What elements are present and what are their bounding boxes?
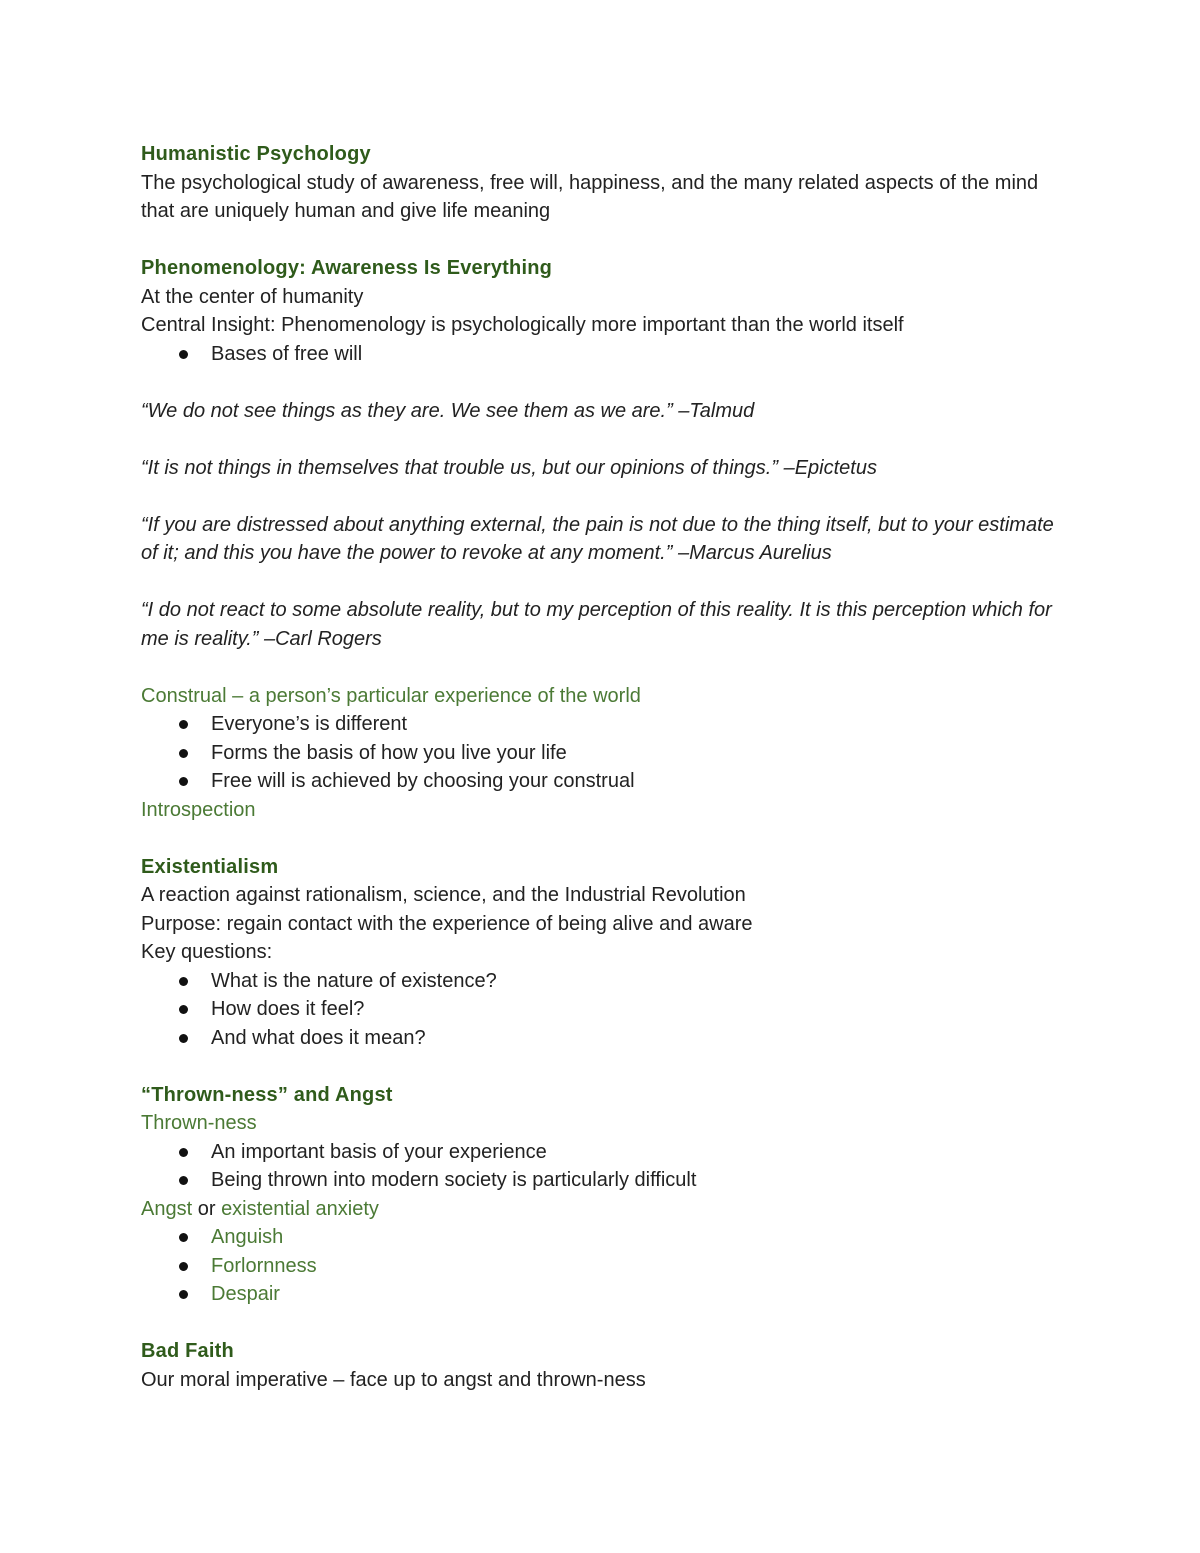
- bullet-icon: [179, 1233, 188, 1242]
- list-item: [141, 767, 1071, 796]
- phenomenology-line-2: Central Insight: Phenomenology is psychologically more important than the world itself: [141, 314, 904, 336]
- list-item: [141, 710, 1071, 739]
- bad-faith-line-1: Our moral imperative – face up to angst and thrown-ness: [141, 1368, 646, 1391]
- bullet-icon: [179, 1262, 188, 1271]
- bullet-icon: [179, 1034, 188, 1043]
- document-page: [141, 140, 1071, 1394]
- existentialism-line-1: A reaction against rationalism, science, and the Industrial Revolution: [141, 884, 746, 906]
- list-item-text: Being thrown into modern society is particularly difficult: [211, 1169, 697, 1191]
- list-item-text: Everyone’s is different: [211, 713, 408, 735]
- existential-anxiety-term: existential anxiety: [221, 1197, 379, 1220]
- list-item-text: Forms the basis of how you live your life: [211, 741, 567, 764]
- humanistic-definition: The psychological study of awareness, free will, happiness, and the many related aspects of the mind that are uniquely human and give life meaning: [141, 171, 1039, 222]
- list-item: [141, 1166, 1071, 1195]
- existentialism-line-3: Key questions:: [141, 941, 273, 963]
- phenomenology-line-1: At the center of humanity: [141, 285, 364, 308]
- quote-epictetus: “It is not things in themselves that trouble us, but our opinions of things.” –Epictetus: [141, 456, 877, 479]
- bullet-icon: [179, 720, 188, 729]
- section-heading-thrownness: “Thrown-ness” and Angst: [141, 1083, 393, 1106]
- list-item-text: What is the nature of existence?: [211, 969, 497, 992]
- angst-or: or: [192, 1197, 222, 1220]
- bullet-icon: [179, 977, 188, 986]
- section-heading-existentialism: Existentialism: [141, 855, 279, 878]
- bullet-icon: [179, 777, 188, 786]
- bullet-icon: [179, 350, 188, 359]
- list-item: [141, 1138, 1071, 1167]
- list-item: [141, 1280, 1071, 1309]
- list-item: [141, 967, 1071, 996]
- bullet-icon: [179, 1148, 188, 1157]
- list-item: [141, 1024, 1071, 1053]
- list-item: [141, 340, 1071, 369]
- list-item-text: Free will is achieved by choosing your construal: [211, 770, 635, 792]
- list-item-text: And what does it mean?: [211, 1026, 426, 1049]
- thrownness-term: Thrown-ness: [141, 1112, 257, 1134]
- bullet-icon: [179, 749, 188, 758]
- quote-talmud: “We do not see things as they are. We see them as we are.” –Talmud: [141, 399, 755, 422]
- list-item: [141, 1252, 1071, 1281]
- quote-carl-rogers: “I do not react to some absolute reality, but to my perception of this reality. It is this perception which for me is reality.” –Carl Rogers: [141, 599, 1052, 650]
- section-heading-humanistic-psychology: Humanistic Psychology: [141, 143, 371, 165]
- list-item-text: Bases of free will: [211, 342, 363, 365]
- list-item-text: How does it feel?: [211, 998, 365, 1020]
- bullet-icon: [179, 1005, 188, 1014]
- list-item-text: Despair: [211, 1283, 280, 1305]
- quote-marcus-aurelius: “If you are distressed about anything external, the pain is not due to the thing itself, but to your estimate of it; and this you have the power to revoke at any moment.” –Marcus Aurelius: [141, 513, 1054, 564]
- construal-term: Construal – a person’s particular experience of the world: [141, 684, 641, 707]
- introspection-term: Introspection: [141, 798, 256, 821]
- angst-line: [141, 1195, 1071, 1224]
- bullet-icon: [179, 1290, 188, 1299]
- list-item: [141, 739, 1071, 768]
- existentialism-line-2: Purpose: regain contact with the experience of being alive and aware: [141, 912, 753, 935]
- list-item-text: Forlornness: [211, 1254, 317, 1277]
- list-item-text: An important basis of your experience: [211, 1140, 547, 1163]
- list-item: [141, 1223, 1071, 1252]
- list-item: [141, 995, 1071, 1024]
- section-heading-phenomenology: Phenomenology: Awareness Is Everything: [141, 257, 553, 279]
- bullet-icon: [179, 1176, 188, 1185]
- angst-term: Angst: [141, 1197, 193, 1220]
- section-heading-bad-faith: Bad Faith: [141, 1340, 234, 1362]
- list-item-text: Anguish: [211, 1226, 284, 1248]
